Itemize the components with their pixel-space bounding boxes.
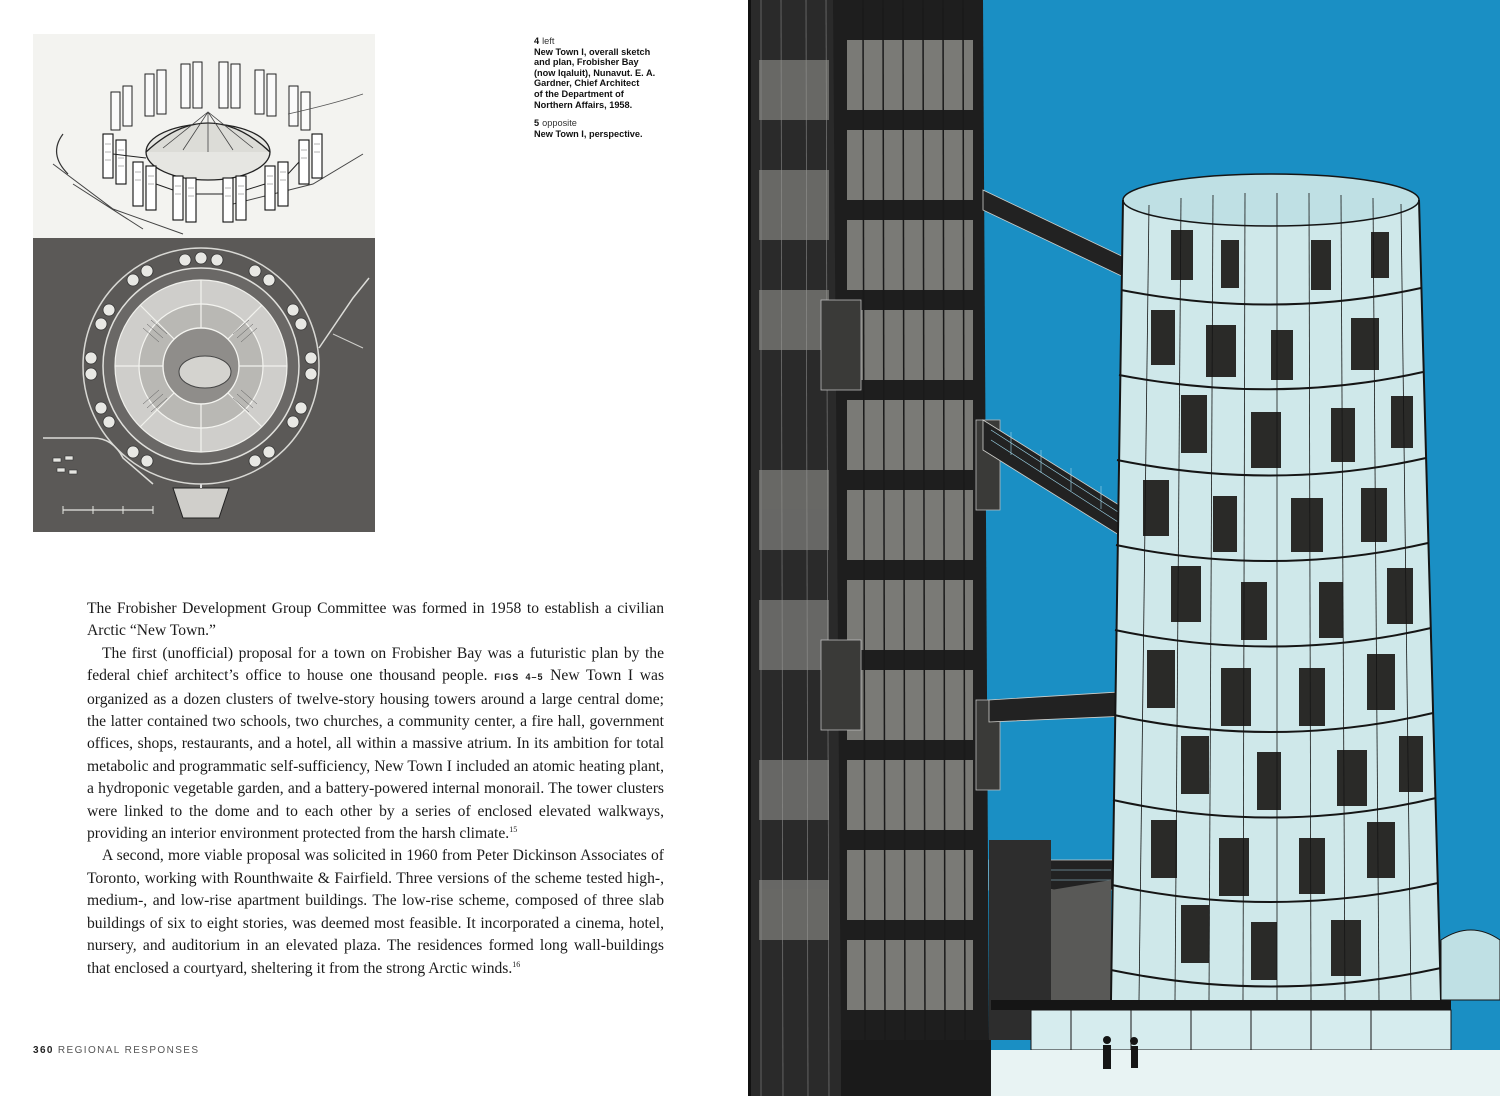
caption-number: 4 [534,36,540,46]
figure-captions [534,36,674,147]
body-text [87,598,664,980]
page-number: 360 [33,1045,54,1056]
paragraph-3-text: A second, more viable proposal was solicited in 1960 from Peter Dickinson Associates of Toronto, working with Rounthwaite & Fairfield. Three versions of the scheme tested high-, medium-, and low-rise apartment buildings. The low-rise scheme, composed of three slab buildings of six to eight stories, was deemed most feasible. It incorporated a cinema, hotel, nursery, and auditorium in an elevated plaza. The residences formed long wall-buildings that enclosed a courtyard, sheltering it from the strong Arctic winds. [87,847,664,977]
figure-plan [33,238,375,532]
footnote-ref-15: 15 [509,824,518,834]
caption-fig-4 [534,36,674,110]
right-page-perspective [751,0,1500,1096]
caption-line: New Town I, overall sketch [534,46,651,57]
running-section-title: REGIONAL RESPONSES [57,1045,200,1056]
caption-line: and plan, Frobisher Bay [534,57,639,68]
new-town-plan-illustration [33,238,375,532]
page-footer [33,1045,199,1056]
caption-line: New Town I, perspective. [534,128,643,139]
new-town-sketch-illustration [33,34,375,238]
paragraph-2-text-a: The first (unofficial) proposal for a town on Frobisher Bay was a futuristic plan by the federal chief architect’s office to house one thousand people. [87,644,664,685]
caption-fig-5 [534,118,674,139]
paragraph-1: The Frobisher Development Group Committee was formed in 1958 to establish a civilian Arctic “New Town.” [87,600,664,640]
caption-line: of the Department of [534,88,624,99]
figure-reference: FIGS 4–5 [494,672,544,683]
caption-line: Northern Affairs, 1958. [534,99,633,110]
footnote-ref-16: 16 [512,959,521,969]
paragraph-3 [87,845,664,979]
caption-line: Gardner, Chief Architect [534,78,640,89]
paragraph-2 [87,643,664,846]
figure-sketch [33,34,375,238]
caption-position: opposite [542,118,577,129]
caption-line: (now Iqaluit), Nunavut. E. A. [534,67,656,78]
paragraph-2-text-b: New Town I was organized as a dozen clusters of twelve-story housing towers around a large central dome; the latter contained two schools, two churches, a community center, a fire hall, government offices, shops, restaurants, and a hotel, all within a massive atrium. In its ambition for total metabolic and programmatic self-sufficiency, New Town I included an atomic heating plant, a hydroponic vegetable garden, and a battery-powered internal monorail. The tower clusters were linked to the dome and to each other by a series of enclosed elevated walkways, providing an interior environment protected from the harsh climate. [87,667,665,843]
caption-position: left [542,36,555,46]
new-town-perspective-illustration [751,0,1500,1096]
caption-number: 5 [534,118,540,129]
